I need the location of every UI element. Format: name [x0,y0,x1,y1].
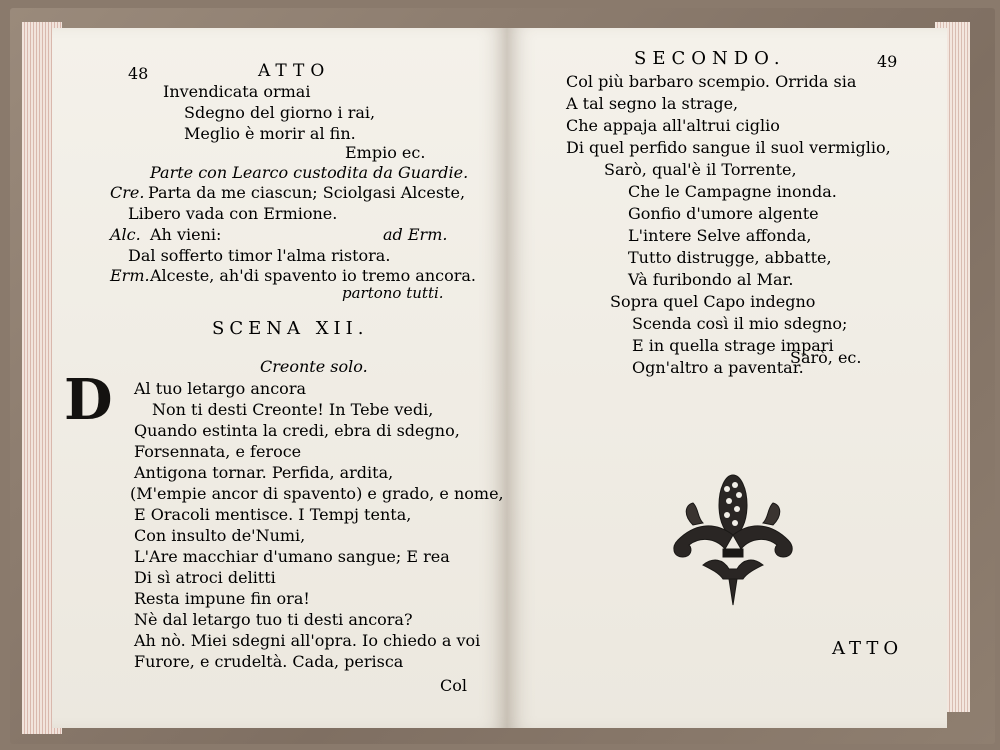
verse-line: A tal segno la strage, [566,94,739,113]
verse-line: Sarò, qual'è il Torrente, [604,160,797,179]
catchword-left: Col [440,676,467,695]
running-head-right: SECONDO. [634,48,786,69]
scene-character: Creonte solo. [260,357,368,376]
verse-line: Al tuo letargo ancora [134,379,306,398]
fleur-de-lis-ornament-icon [663,465,803,619]
verse-line: L'intere Selve affonda, [628,226,812,245]
verse-line: E Oracoli mentisce. I Tempj tenta, [134,505,412,524]
verse-line: Sopra quel Capo indegno [610,292,816,311]
verse-line: Tutto distrugge, abbatte, [628,248,832,267]
verse-line: Quando estinta la credi, ebra di sdegno, [134,421,460,440]
verse-line: Và furibondo al Mar. [628,270,794,289]
verse-line: Sdegno del giorno i rai, [184,103,376,122]
page-number-left: 48 [128,64,149,83]
running-head-left: ATTO [258,61,331,81]
verse-line: Con insulto de'Numi, [134,526,306,545]
drop-cap: D [64,367,113,433]
verse-line: Empio ec. [345,143,426,162]
verse-line: Scenda così il mio sdegno; [632,314,848,333]
verse-line: Di quel perfido sangue il suol vermiglio, [566,138,891,157]
verse-line: Meglio è morir al fin. [184,124,356,143]
speech-line: Libero vada con Ermione. [128,204,338,223]
verse-line: Nè dal letargo tuo ti desti ancora? [134,610,413,629]
verse-line: Non ti desti Creonte! In Tebe vedi, [152,400,434,419]
verse-line: (M'empie ancor di spavento) e grado, e nome, [130,484,504,503]
verse-line: Furore, e crudeltà. Cada, perisca [134,652,404,671]
stage-direction: partono tutti. [342,284,444,302]
verse-line: Invendicata ormai [163,82,311,101]
verse-line: Forsennata, e feroce [134,442,302,461]
verse-line: Col più barbaro scempio. Orrida sia [566,72,857,91]
verse-line: Di sì atroci delitti [134,568,276,587]
aside-direction: ad Erm. [383,225,448,244]
verse-line: L'Are macchiar d'umano sangue; E rea [134,547,450,566]
page-number-right: 49 [877,52,898,71]
verse-line: Resta impune fin ora! [134,589,310,608]
speech-line: Ah vieni: [150,225,222,244]
speaker-label: Erm. [110,266,150,285]
speech-line: Dal sofferto timor l'alma ristora. [128,246,391,265]
verse-line: E in quella strage impari [632,336,834,355]
verse-line: Gonfio d'umore algente [628,204,819,223]
speech-line: Alceste, ah'di spavento io tremo ancora. [150,266,477,285]
speaker-label: Cre. [110,183,145,202]
catchword-right: ATTO [832,638,904,659]
verse-line: Che appaja all'altrui ciglio [566,116,780,135]
scene-title: SCENA XII. [212,318,369,339]
speech-line: Parta da me ciascun; Sciolgasi Alceste, [148,183,466,202]
verse-line: Che le Campagne inonda. [628,182,837,201]
verse-line: Sarò, ec. [790,348,862,367]
speaker-label: Alc. [110,225,141,244]
verse-line: Ah nò. Miei sdegni all'opra. Io chiedo a voi [134,631,481,650]
verse-line: Ogn'altro a paventar. [632,358,804,377]
stage-direction: Parte con Learco custodita da Guardie. [150,163,469,182]
verse-line: Antigona tornar. Perfida, ardita, [134,463,394,482]
